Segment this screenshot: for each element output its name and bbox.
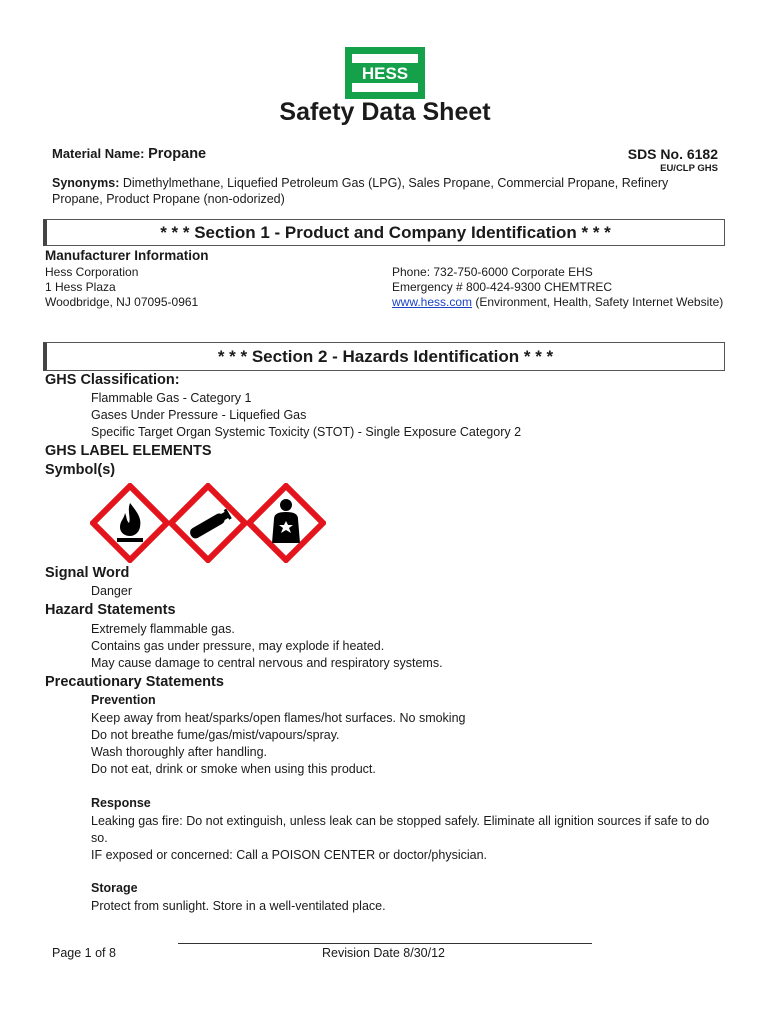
precautionary-heading: Precautionary Statements (45, 674, 224, 690)
section-1-header: * * * Section 1 - Product and Company Identification * * * (43, 219, 725, 246)
emergency-line: Emergency # 800-424-9300 CHEMTREC (392, 280, 613, 294)
section-2-header: * * * Section 2 - Hazards Identification * * * (43, 342, 725, 371)
response-statement-continued: so. (91, 831, 108, 845)
logo-text: HESS (361, 64, 409, 83)
synonyms-line-1: Dimethylmethane, Liquefied Petroleum Gas (LPG), Sales Propane, Commercial Propane, Refinery (122, 176, 669, 190)
prevention-statement: Wash thoroughly after handling. (91, 745, 268, 759)
hazard-statements-heading: Hazard Statements (45, 602, 176, 618)
synonyms-label: Synonyms: (52, 176, 120, 190)
material-value: Propane (148, 146, 207, 162)
sds-number: SDS No. 6182 (627, 146, 718, 162)
prevention-statement: Keep away from heat/sparks/open flames/hot surfaces. No smoking (91, 711, 466, 725)
address-line: 1 Hess Plaza (45, 280, 116, 294)
classification-item: Gases Under Pressure - Liquefied Gas (91, 408, 307, 422)
signal-word: Danger (91, 584, 132, 598)
footer-divider (178, 943, 592, 944)
material-name (52, 146, 206, 162)
response-heading: Response (91, 796, 151, 810)
revision-date: Revision Date 8/30/12 (322, 946, 445, 960)
phone-line: Phone: 732-750-6000 Corporate EHS (392, 265, 593, 279)
website-description: (Environment, Health, Safety Internet Website) (472, 295, 724, 309)
page-number: Page 1 of 8 (52, 946, 116, 960)
gas-cylinder-icon (168, 483, 248, 563)
symbols-heading: Symbol(s) (45, 462, 116, 478)
address-line: Hess Corporation (45, 265, 139, 279)
hess-logo-mark (344, 46, 426, 100)
hazard-statement: Contains gas under pressure, may explode if heated. (91, 639, 385, 653)
document-title: Safety Data Sheet (279, 98, 491, 126)
prevention-statement: Do not eat, drink or smoke when using this product. (91, 762, 376, 776)
ghs-pictograms (90, 483, 330, 565)
health-hazard-icon (246, 483, 326, 563)
material-label: Material Name: (52, 146, 145, 161)
label-elements-heading: GHS LABEL ELEMENTS (45, 443, 212, 459)
storage-heading: Storage (91, 881, 138, 895)
prevention-statement: Do not breathe fume/gas/mist/vapours/spray. (91, 728, 340, 742)
ghs-classification-heading: GHS Classification: (45, 372, 180, 388)
storage-statement: Protect from sunlight. Store in a well-ventilated place. (91, 899, 386, 913)
flame-icon (90, 483, 170, 563)
address-line: Woodbridge, NJ 07095-0961 (45, 295, 199, 309)
classification-item: Flammable Gas - Category 1 (91, 391, 252, 405)
eu-clp-label: EU/CLP GHS (660, 163, 718, 174)
classification-item: Specific Target Organ Systemic Toxicity (STOT) - Single Exposure Category 2 (91, 425, 522, 439)
website-link[interactable]: www.hess.com (392, 295, 473, 309)
prevention-heading: Prevention (91, 693, 156, 707)
hess-logo (344, 46, 426, 100)
response-statement: IF exposed or concerned: Call a POISON CENTER or doctor/physician. (91, 848, 487, 862)
synonyms-line-2: Propane, Product Propane (non-odorized) (52, 192, 285, 206)
response-statement: Leaking gas fire: Do not extinguish, unless leak can be stopped safely. Eliminate all ignition sources if safe to do (91, 814, 710, 828)
manufacturer-heading: Manufacturer Information (45, 248, 209, 263)
hazard-statement: Extremely flammable gas. (91, 622, 235, 636)
signal-word-heading: Signal Word (45, 565, 130, 581)
synonyms (52, 175, 692, 207)
website-line (392, 295, 723, 310)
hazard-statement: May cause damage to central nervous and respiratory systems. (91, 656, 443, 670)
